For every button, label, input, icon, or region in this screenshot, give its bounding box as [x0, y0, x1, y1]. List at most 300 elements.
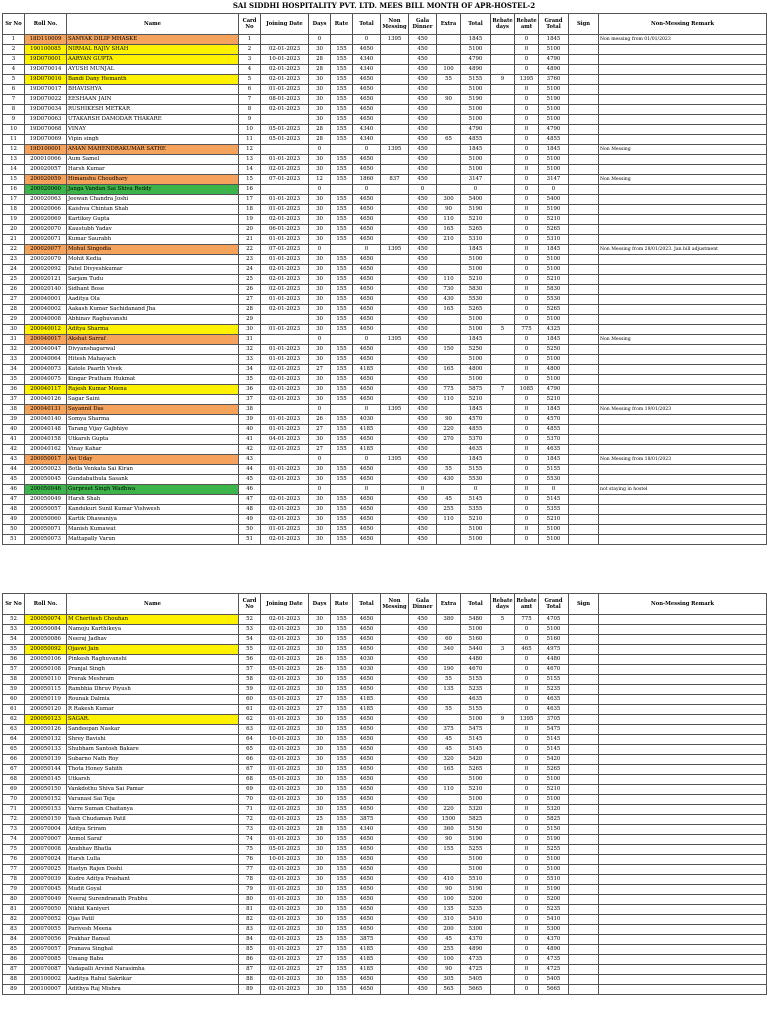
cell-joining-date: 01-01-2023 — [261, 835, 309, 845]
cell-rebate-days — [491, 235, 515, 245]
cell-card-no: 28 — [239, 305, 261, 315]
cell-days: 0 — [309, 455, 331, 465]
cell-card-no: 65 — [239, 745, 261, 755]
cell-rebate-days — [491, 665, 515, 675]
cell-gala-dinner: 450 — [409, 695, 437, 705]
cell-rate: 155 — [331, 95, 353, 105]
cell-total: 4030 — [353, 415, 381, 425]
cell-remark — [599, 435, 767, 445]
cell-rate: 155 — [331, 955, 353, 965]
cell-total-2: 5190 — [461, 95, 491, 105]
cell-card-no: 8 — [239, 105, 261, 115]
cell-extra: 310 — [437, 915, 461, 925]
table-row — [3, 945, 767, 955]
table-row — [3, 105, 767, 115]
cell-card-no: 80 — [239, 895, 261, 905]
cell-card-no: 79 — [239, 885, 261, 895]
cell-gala-dinner: 450 — [409, 665, 437, 675]
cell-extra — [437, 145, 461, 155]
cell-card-no: 50 — [239, 525, 261, 535]
cell-rate: 155 — [331, 775, 353, 785]
cell-days: 30 — [309, 385, 331, 395]
cell-remark — [599, 505, 767, 515]
cell-total: 4340 — [353, 125, 381, 135]
cell-non-messing — [381, 315, 409, 325]
cell-roll-no: 200040073 — [25, 365, 67, 375]
cell-extra — [437, 485, 461, 495]
cell-remark: Non Messing from 19/01/2023 — [599, 405, 767, 415]
cell-grand-total: 5830 — [539, 285, 569, 295]
cell-joining-date: 02-01-2023 — [261, 265, 309, 275]
table-row — [3, 915, 767, 925]
cell-gala-dinner: 450 — [409, 85, 437, 95]
cell-days: 30 — [309, 295, 331, 305]
cell-days: 30 — [309, 345, 331, 355]
cell-card-no: 25 — [239, 275, 261, 285]
cell-sign — [569, 965, 599, 975]
cell-joining-date: 02-01-2023 — [261, 365, 309, 375]
header-grand-total: Grand Total — [539, 594, 569, 615]
cell-non-messing — [381, 305, 409, 315]
cell-total-2: 5200 — [461, 895, 491, 905]
cell-rebate-days — [491, 505, 515, 515]
cell-rebate-days — [491, 975, 515, 985]
cell-sign — [569, 665, 599, 675]
header-rebate-days: Rebate days — [491, 594, 515, 615]
cell-name: Akshat Sarraf — [67, 335, 239, 345]
cell-rebate-amt: 0 — [515, 895, 539, 905]
cell-total: 4650 — [353, 635, 381, 645]
cell-non-messing — [381, 535, 409, 545]
cell-rate: 155 — [331, 65, 353, 75]
cell-days: 30 — [309, 115, 331, 125]
cell-non-messing — [381, 725, 409, 735]
cell-roll-no: 200070024 — [25, 855, 67, 865]
cell-rebate-amt: 0 — [515, 225, 539, 235]
cell-days: 30 — [309, 985, 331, 995]
cell-extra: 90 — [437, 835, 461, 845]
cell-grand-total: 5100 — [539, 105, 569, 115]
cell-gala-dinner: 450 — [409, 535, 437, 545]
cell-total-2: 5320 — [461, 805, 491, 815]
cell-roll-no: 190100085 — [25, 45, 67, 55]
cell-remark — [599, 985, 767, 995]
cell-sign — [569, 45, 599, 55]
cell-sign — [569, 385, 599, 395]
cell-rebate-amt: 0 — [515, 275, 539, 285]
cell-grand-total: 5100 — [539, 375, 569, 385]
cell-joining-date: 05-01-2023 — [261, 775, 309, 785]
cell-gala-dinner: 450 — [409, 135, 437, 145]
cell-rebate-days — [491, 865, 515, 875]
table-row — [3, 895, 767, 905]
cell-rate: 155 — [331, 165, 353, 175]
cell-gala-dinner: 450 — [409, 785, 437, 795]
cell-total: 4650 — [353, 195, 381, 205]
cell-sr-no: 4 — [3, 65, 25, 75]
table-row — [3, 675, 767, 685]
cell-rebate-amt: 0 — [515, 455, 539, 465]
cell-rebate-days — [491, 925, 515, 935]
cell-rate: 155 — [331, 45, 353, 55]
cell-rebate-days — [491, 415, 515, 425]
cell-grand-total: 1845 — [539, 35, 569, 45]
cell-extra: 100 — [437, 65, 461, 75]
cell-card-no: 82 — [239, 915, 261, 925]
cell-sr-no: 58 — [3, 675, 25, 685]
cell-rebate-amt: 0 — [515, 855, 539, 865]
cell-rebate-days — [491, 335, 515, 345]
cell-remark — [599, 835, 767, 845]
cell-non-messing — [381, 645, 409, 655]
cell-remark — [599, 955, 767, 965]
cell-grand-total: 4635 — [539, 705, 569, 715]
cell-remark — [599, 465, 767, 475]
cell-grand-total: 5100 — [539, 165, 569, 175]
cell-rebate-days — [491, 145, 515, 155]
cell-total: 4650 — [353, 75, 381, 85]
cell-rebate-amt: 0 — [515, 815, 539, 825]
cell-rebate-amt: 0 — [515, 935, 539, 945]
cell-sr-no: 34 — [3, 365, 25, 375]
table-row — [3, 225, 767, 235]
cell-rebate-amt: 0 — [515, 945, 539, 955]
cell-rebate-days — [491, 65, 515, 75]
cell-non-messing — [381, 45, 409, 55]
cell-grand-total: 5100 — [539, 865, 569, 875]
cell-total-2: 4890 — [461, 65, 491, 75]
cell-rebate-amt: 0 — [515, 505, 539, 515]
cell-joining-date: 02-01-2023 — [261, 625, 309, 635]
cell-joining-date: 02-01-2023 — [261, 275, 309, 285]
cell-sr-no: 17 — [3, 195, 25, 205]
cell-sr-no: 20 — [3, 225, 25, 235]
cell-non-messing — [381, 905, 409, 915]
cell-grand-total: 5100 — [539, 775, 569, 785]
cell-total: 4650 — [353, 285, 381, 295]
cell-days: 30 — [309, 765, 331, 775]
cell-rebate-days — [491, 35, 515, 45]
cell-extra: 45 — [437, 745, 461, 755]
cell-total-2: 5100 — [461, 715, 491, 725]
cell-total: 4650 — [353, 495, 381, 505]
cell-sr-no: 57 — [3, 665, 25, 675]
cell-roll-no: 200050045 — [25, 475, 67, 485]
cell-remark — [599, 895, 767, 905]
cell-sign — [569, 295, 599, 305]
cell-days: 30 — [309, 85, 331, 95]
cell-gala-dinner: 450 — [409, 365, 437, 375]
cell-sr-no: 28 — [3, 305, 25, 315]
cell-card-no: 68 — [239, 775, 261, 785]
cell-gala-dinner: 450 — [409, 935, 437, 945]
cell-days: 30 — [309, 885, 331, 895]
cell-sr-no: 75 — [3, 845, 25, 855]
cell-extra — [437, 655, 461, 665]
cell-joining-date: 02-01-2023 — [261, 305, 309, 315]
cell-sr-no: 29 — [3, 315, 25, 325]
cell-total-2: 5190 — [461, 835, 491, 845]
cell-rate: 155 — [331, 905, 353, 915]
cell-sign — [569, 885, 599, 895]
cell-rate: 155 — [331, 835, 353, 845]
cell-sr-no: 74 — [3, 835, 25, 845]
cell-days: 30 — [309, 925, 331, 935]
cell-sign — [569, 185, 599, 195]
cell-name: VINAY — [67, 125, 239, 135]
table-row — [3, 525, 767, 535]
cell-rate: 155 — [331, 645, 353, 655]
cell-rate: 155 — [331, 325, 353, 335]
cell-non-messing — [381, 165, 409, 175]
cell-total-2: 5155 — [461, 465, 491, 475]
cell-rebate-days — [491, 725, 515, 735]
cell-days: 30 — [309, 515, 331, 525]
cell-sign — [569, 675, 599, 685]
cell-roll-no: 19D070034 — [25, 105, 67, 115]
cell-non-messing — [381, 775, 409, 785]
cell-joining-date: 01-01-2023 — [261, 295, 309, 305]
cell-rebate-amt: 0 — [515, 165, 539, 175]
cell-roll-no: 200070087 — [25, 965, 67, 975]
cell-rebate-days — [491, 805, 515, 815]
cell-extra: 200 — [437, 925, 461, 935]
cell-joining-date — [261, 485, 309, 495]
cell-gala-dinner: 450 — [409, 65, 437, 75]
cell-grand-total: 5265 — [539, 225, 569, 235]
cell-grand-total: 4975 — [539, 645, 569, 655]
cell-sign — [569, 745, 599, 755]
cell-name: Neeraj Jadhav — [67, 635, 239, 645]
table-row — [3, 265, 767, 275]
cell-days: 30 — [309, 395, 331, 405]
cell-gala-dinner: 450 — [409, 275, 437, 285]
cell-sr-no: 81 — [3, 905, 25, 915]
cell-roll-no: 19D070022 — [25, 95, 67, 105]
cell-rebate-amt: 0 — [515, 125, 539, 135]
cell-rate: 155 — [331, 415, 353, 425]
cell-card-no: 75 — [239, 845, 261, 855]
cell-total: 4185 — [353, 425, 381, 435]
cell-days: 30 — [309, 225, 331, 235]
cell-grand-total: 5475 — [539, 725, 569, 735]
cell-non-messing — [381, 395, 409, 405]
cell-days: 28 — [309, 135, 331, 145]
cell-gala-dinner: 450 — [409, 745, 437, 755]
cell-non-messing — [381, 385, 409, 395]
cell-extra: 210 — [437, 235, 461, 245]
cell-rebate-amt: 0 — [515, 985, 539, 995]
cell-roll-no: 200040064 — [25, 355, 67, 365]
cell-roll-no: 200100007 — [25, 985, 67, 995]
cell-roll-no: 200050108 — [25, 665, 67, 675]
cell-name: Manish Kumawat — [67, 525, 239, 535]
cell-days: 30 — [309, 75, 331, 85]
cell-grand-total: 1845 — [539, 405, 569, 415]
cell-rebate-days — [491, 255, 515, 265]
cell-card-no: 30 — [239, 325, 261, 335]
cell-gala-dinner: 450 — [409, 455, 437, 465]
cell-roll-no: 200050115 — [25, 685, 67, 695]
cell-sr-no: 36 — [3, 385, 25, 395]
cell-rebate-amt: 0 — [515, 825, 539, 835]
cell-rate: 155 — [331, 875, 353, 885]
cell-sign — [569, 285, 599, 295]
cell-rebate-days — [491, 245, 515, 255]
cell-name: Avi Uday — [67, 455, 239, 465]
cell-sign — [569, 75, 599, 85]
header-gala-dinner: Gala Dinner — [409, 14, 437, 35]
cell-sign — [569, 975, 599, 985]
cell-days: 30 — [309, 535, 331, 545]
cell-sign — [569, 275, 599, 285]
cell-rebate-amt: 0 — [515, 85, 539, 95]
cell-joining-date: 02-01-2023 — [261, 215, 309, 225]
cell-card-no: 66 — [239, 755, 261, 765]
cell-grand-total: 5530 — [539, 295, 569, 305]
table-row — [3, 975, 767, 985]
cell-days: 30 — [309, 325, 331, 335]
cell-remark — [599, 515, 767, 525]
cell-sr-no: 27 — [3, 295, 25, 305]
cell-gala-dinner: 450 — [409, 865, 437, 875]
cell-gala-dinner: 450 — [409, 115, 437, 125]
header-non-messing: Non Messing — [381, 594, 409, 615]
cell-remark: Non Messing — [599, 145, 767, 155]
cell-remark — [599, 845, 767, 855]
cell-gala-dinner: 450 — [409, 905, 437, 915]
cell-sign — [569, 205, 599, 215]
cell-roll-no: 200040162 — [25, 445, 67, 455]
cell-extra: 110 — [437, 275, 461, 285]
cell-remark — [599, 735, 767, 745]
cell-total: 4650 — [353, 345, 381, 355]
cell-rebate-days — [491, 215, 515, 225]
cell-grand-total: 5210 — [539, 515, 569, 525]
cell-days: 30 — [309, 255, 331, 265]
cell-extra: 55 — [437, 675, 461, 685]
cell-gala-dinner: 450 — [409, 55, 437, 65]
cell-remark — [599, 185, 767, 195]
cell-gala-dinner: 450 — [409, 425, 437, 435]
cell-rate: 155 — [331, 715, 353, 725]
cell-roll-no: 200050023 — [25, 465, 67, 475]
cell-joining-date: 05-01-2023 — [261, 125, 309, 135]
cell-card-no: 71 — [239, 805, 261, 815]
cell-joining-date: 02-01-2023 — [261, 975, 309, 985]
cell-total-2: 5100 — [461, 775, 491, 785]
table-header-row — [3, 14, 767, 35]
cell-rebate-amt: 0 — [515, 705, 539, 715]
cell-days: 30 — [309, 735, 331, 745]
cell-rebate-days — [491, 915, 515, 925]
cell-sign — [569, 785, 599, 795]
cell-extra: 305 — [437, 975, 461, 985]
cell-remark — [599, 475, 767, 485]
cell-name: Mattapally Varun — [67, 535, 239, 545]
cell-sign — [569, 35, 599, 45]
cell-rebate-days — [491, 45, 515, 55]
header-card-no: Card No — [239, 594, 261, 615]
cell-name: Subarno Nath Roy — [67, 755, 239, 765]
cell-rate: 155 — [331, 675, 353, 685]
cell-total-2: 5100 — [461, 265, 491, 275]
cell-grand-total: 5190 — [539, 885, 569, 895]
cell-rate: 155 — [331, 755, 353, 765]
cell-grand-total: 1845 — [539, 455, 569, 465]
cell-sign — [569, 515, 599, 525]
cell-total-2: 1845 — [461, 145, 491, 155]
cell-sr-no: 13 — [3, 155, 25, 165]
cell-sign — [569, 435, 599, 445]
cell-name: Hitesh Mahayach — [67, 355, 239, 365]
cell-rebate-days — [491, 965, 515, 975]
cell-remark — [599, 815, 767, 825]
cell-extra: 410 — [437, 875, 461, 885]
cell-name: Shubham Santosh Bakare — [67, 745, 239, 755]
cell-gala-dinner: 450 — [409, 855, 437, 865]
cell-extra: 100 — [437, 955, 461, 965]
cell-days: 30 — [309, 685, 331, 695]
cell-remark — [599, 365, 767, 375]
cell-sign — [569, 835, 599, 845]
cell-total-2: 4800 — [461, 365, 491, 375]
cell-gala-dinner: 450 — [409, 105, 437, 115]
cell-rebate-days — [491, 765, 515, 775]
cell-rate: 155 — [331, 685, 353, 695]
cell-sign — [569, 925, 599, 935]
cell-remark — [599, 905, 767, 915]
cell-non-messing — [381, 55, 409, 65]
cell-sr-no: 8 — [3, 105, 25, 115]
table-row — [3, 395, 767, 405]
cell-sign — [569, 635, 599, 645]
cell-joining-date: 02-01-2023 — [261, 815, 309, 825]
cell-total-2: 5100 — [461, 165, 491, 175]
cell-extra — [437, 795, 461, 805]
cell-days: 30 — [309, 495, 331, 505]
cell-gala-dinner: 450 — [409, 845, 437, 855]
cell-gala-dinner: 450 — [409, 805, 437, 815]
cell-rebate-days — [491, 265, 515, 275]
cell-rebate-amt: 0 — [515, 185, 539, 195]
cell-total: 0 — [353, 485, 381, 495]
cell-name: Rambhia Dhruv Piyush — [67, 685, 239, 695]
cell-total-2: 5410 — [461, 915, 491, 925]
cell-card-no: 47 — [239, 495, 261, 505]
cell-sr-no: 63 — [3, 725, 25, 735]
cell-grand-total: 3147 — [539, 175, 569, 185]
cell-sr-no: 40 — [3, 425, 25, 435]
cell-rebate-days — [491, 795, 515, 805]
cell-joining-date: 02-01-2023 — [261, 805, 309, 815]
cell-name: M Cheritesh Chouhan — [67, 615, 239, 625]
cell-extra: 110 — [437, 215, 461, 225]
cell-name: Gundabathula Sasank — [67, 475, 239, 485]
cell-total-2: 4890 — [461, 945, 491, 955]
cell-sign — [569, 335, 599, 345]
cell-sign — [569, 505, 599, 515]
cell-total: 4650 — [353, 505, 381, 515]
cell-extra — [437, 405, 461, 415]
cell-extra: 220 — [437, 805, 461, 815]
cell-joining-date: 01-01-2023 — [261, 235, 309, 245]
cell-extra — [437, 165, 461, 175]
cell-total: 4185 — [353, 955, 381, 965]
cell-joining-date: 01-01-2023 — [261, 425, 309, 435]
cell-name: Parivesh Meena — [67, 925, 239, 935]
cell-gala-dinner: 450 — [409, 255, 437, 265]
